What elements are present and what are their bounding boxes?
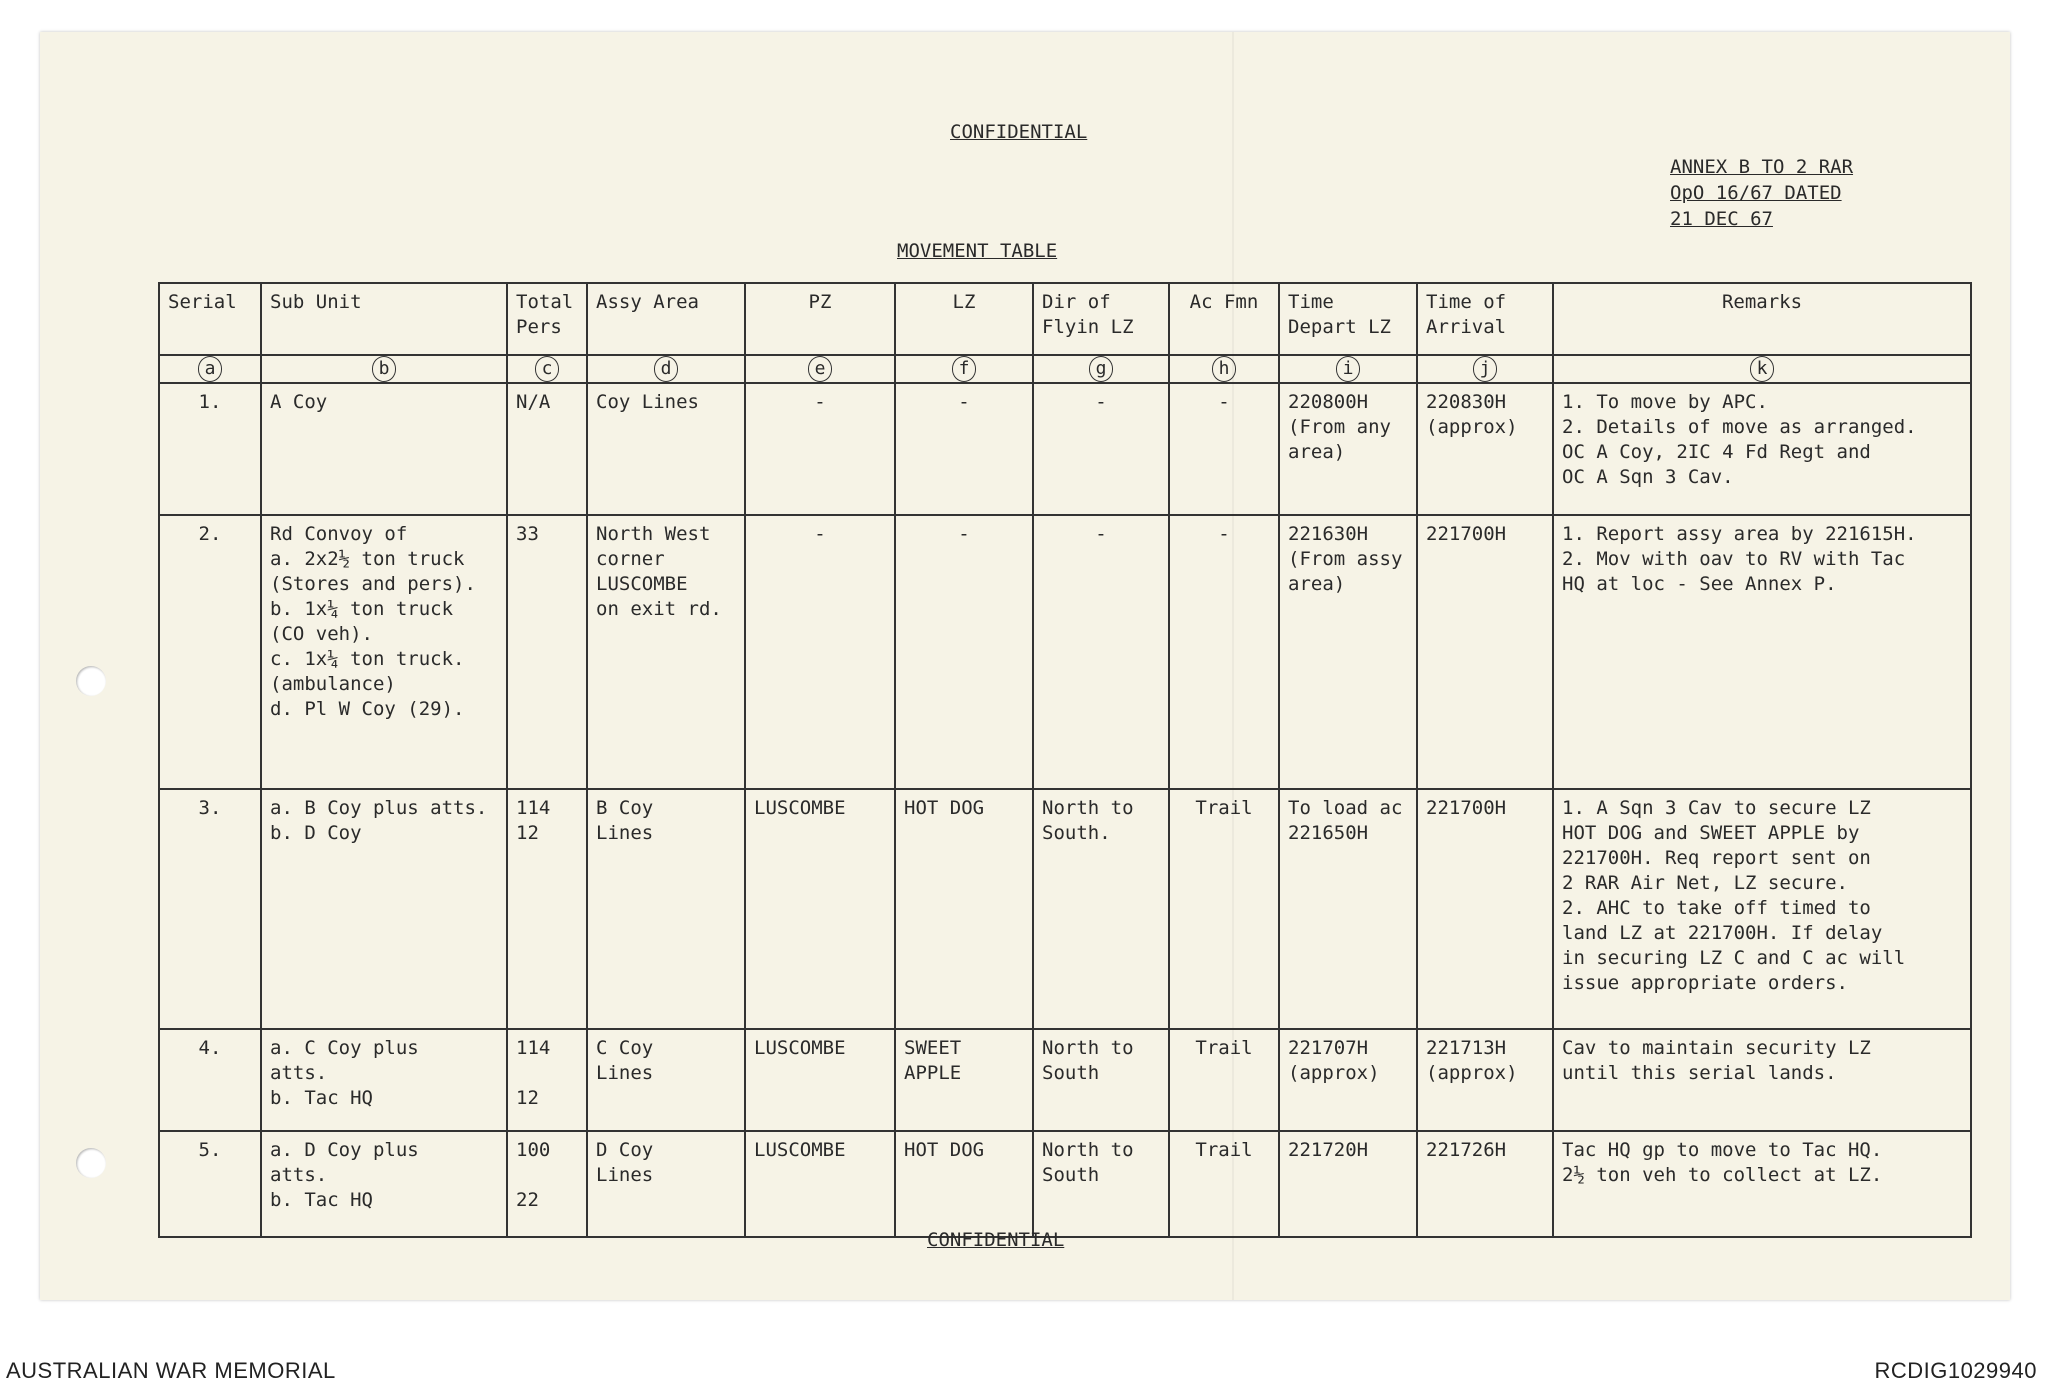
table-row <box>159 515 1971 789</box>
col-pz: PZ <box>745 283 895 355</box>
cell-pz: - <box>745 383 895 515</box>
letter-h: h <box>1169 355 1279 383</box>
letter-e: e <box>745 355 895 383</box>
cell-sub-unit: a. C Coy plus atts. b. Tac HQ <box>261 1029 507 1131</box>
movement-table <box>158 282 1972 1238</box>
cell-serial: 3. <box>159 789 261 1029</box>
letter-f: f <box>895 355 1033 383</box>
table-title: MOVEMENT TABLE <box>897 240 1058 262</box>
record-id: RCDIG1029940 <box>1874 1358 2037 1383</box>
header-row <box>159 283 1971 355</box>
cell-dir: North to South. <box>1033 789 1169 1029</box>
col-ac-fmn: Ac Fmn <box>1169 283 1279 355</box>
cell-lz: SWEET APPLE <box>895 1029 1033 1131</box>
annex-line-1: ANNEX B TO 2 RAR <box>1670 156 1854 178</box>
annex-line-2: OpO 16/67 DATED <box>1670 182 1842 204</box>
cell-lz: HOT DOG <box>895 789 1033 1029</box>
cell-ac-fmn: Trail <box>1169 789 1279 1029</box>
col-assy-area: Assy Area <box>587 283 745 355</box>
cell-sub-unit: a. D Coy plus atts. b. Tac HQ <box>261 1131 507 1237</box>
cell-depart: To load ac 221650H <box>1279 789 1417 1029</box>
table-row <box>159 789 1971 1029</box>
col-time-depart: Time Depart LZ <box>1279 283 1417 355</box>
letter-c: c <box>507 355 587 383</box>
cell-pz: LUSCOMBE <box>745 789 895 1029</box>
annex-line-3: 21 DEC 67 <box>1670 208 1773 230</box>
cell-serial: 1. <box>159 383 261 515</box>
cell-arrival: 221726H <box>1417 1131 1553 1237</box>
cell-remarks: Cav to maintain security LZ until this serial lands. <box>1553 1029 1971 1131</box>
col-serial: Serial <box>159 283 261 355</box>
col-dir-flyin: Dir of Flyin LZ <box>1033 283 1169 355</box>
cell-pz: LUSCOMBE <box>745 1029 895 1131</box>
col-time-arrival: Time of Arrival <box>1417 283 1553 355</box>
cell-dir: - <box>1033 515 1169 789</box>
cell-ac-fmn: Trail <box>1169 1131 1279 1237</box>
cell-serial: 4. <box>159 1029 261 1131</box>
cell-assy-area: B Coy Lines <box>587 789 745 1029</box>
col-remarks: Remarks <box>1553 283 1971 355</box>
cell-pz: LUSCOMBE <box>745 1131 895 1237</box>
cell-total-pers: 33 <box>507 515 587 789</box>
col-sub-unit: Sub Unit <box>261 283 507 355</box>
cell-total-pers: 100 22 <box>507 1131 587 1237</box>
cell-sub-unit: Rd Convoy of a. 2x2½ ton truck (Stores and pers). b. 1x¼ ton truck (CO veh). c. 1x¼ ton truck. (ambulance) d. Pl W Coy (29). <box>261 515 507 789</box>
cell-remarks: 1. Report assy area by 221615H. 2. Mov with oav to RV with Tac HQ at loc - See Annex P. <box>1553 515 1971 789</box>
cell-dir: - <box>1033 383 1169 515</box>
col-total-pers: Total Pers <box>507 283 587 355</box>
cell-remarks: 1. To move by APC. 2. Details of move as arranged. OC A Coy, 2IC 4 Fd Regt and OC A Sqn 3 Cav. <box>1553 383 1971 515</box>
table-row <box>159 383 1971 515</box>
table-row <box>159 1131 1971 1237</box>
cell-ac-fmn: - <box>1169 383 1279 515</box>
classification-bottom: CONFIDENTIAL <box>927 1229 1065 1251</box>
table-row <box>159 1029 1971 1131</box>
letter-b: b <box>261 355 507 383</box>
cell-depart: 220800H (From any area) <box>1279 383 1417 515</box>
cell-depart: 221707H (approx) <box>1279 1029 1417 1131</box>
cell-dir: North to South <box>1033 1131 1169 1237</box>
classification-top: CONFIDENTIAL <box>950 121 1088 143</box>
cell-arrival: 221700H <box>1417 515 1553 789</box>
punch-hole-bottom <box>76 1148 106 1178</box>
cell-total-pers: 114 12 <box>507 1029 587 1131</box>
cell-assy-area: North West corner LUSCOMBE on exit rd. <box>587 515 745 789</box>
cell-sub-unit: a. B Coy plus atts. b. D Coy <box>261 789 507 1029</box>
cell-assy-area: D Coy Lines <box>587 1131 745 1237</box>
cell-serial: 2. <box>159 515 261 789</box>
cell-assy-area: C Coy Lines <box>587 1029 745 1131</box>
letter-g: g <box>1033 355 1169 383</box>
cell-lz: - <box>895 383 1033 515</box>
institution-credit: AUSTRALIAN WAR MEMORIAL <box>6 1358 336 1383</box>
cell-depart: 221720H <box>1279 1131 1417 1237</box>
cell-depart: 221630H (From assy area) <box>1279 515 1417 789</box>
cell-ac-fmn: Trail <box>1169 1029 1279 1131</box>
letter-a: a <box>159 355 261 383</box>
cell-pz: - <box>745 515 895 789</box>
cell-arrival: 221713H (approx) <box>1417 1029 1553 1131</box>
col-lz: LZ <box>895 283 1033 355</box>
cell-lz: HOT DOG <box>895 1131 1033 1237</box>
letter-j: j <box>1417 355 1553 383</box>
cell-serial: 5. <box>159 1131 261 1237</box>
cell-remarks: Tac HQ gp to move to Tac HQ. 2½ ton veh to collect at LZ. <box>1553 1131 1971 1237</box>
punch-hole-top <box>76 666 106 696</box>
cell-total-pers: 114 12 <box>507 789 587 1029</box>
cell-dir: North to South <box>1033 1029 1169 1131</box>
cell-assy-area: Coy Lines <box>587 383 745 515</box>
cell-total-pers: N/A <box>507 383 587 515</box>
cell-arrival: 220830H (approx) <box>1417 383 1553 515</box>
letter-i: i <box>1279 355 1417 383</box>
cell-sub-unit: A Coy <box>261 383 507 515</box>
letter-k: k <box>1553 355 1971 383</box>
cell-arrival: 221700H <box>1417 789 1553 1029</box>
cell-lz: - <box>895 515 1033 789</box>
cell-remarks: 1. A Sqn 3 Cav to secure LZ HOT DOG and SWEET APPLE by 221700H. Req report sent on 2 RAR Air Net, LZ secure. 2. AHC to take off timed to land LZ at 221700H. If delay in securing LZ C and C ac will issue appropriate orders. <box>1553 789 1971 1029</box>
cell-ac-fmn: - <box>1169 515 1279 789</box>
letter-d: d <box>587 355 745 383</box>
column-letter-row <box>159 355 1971 383</box>
